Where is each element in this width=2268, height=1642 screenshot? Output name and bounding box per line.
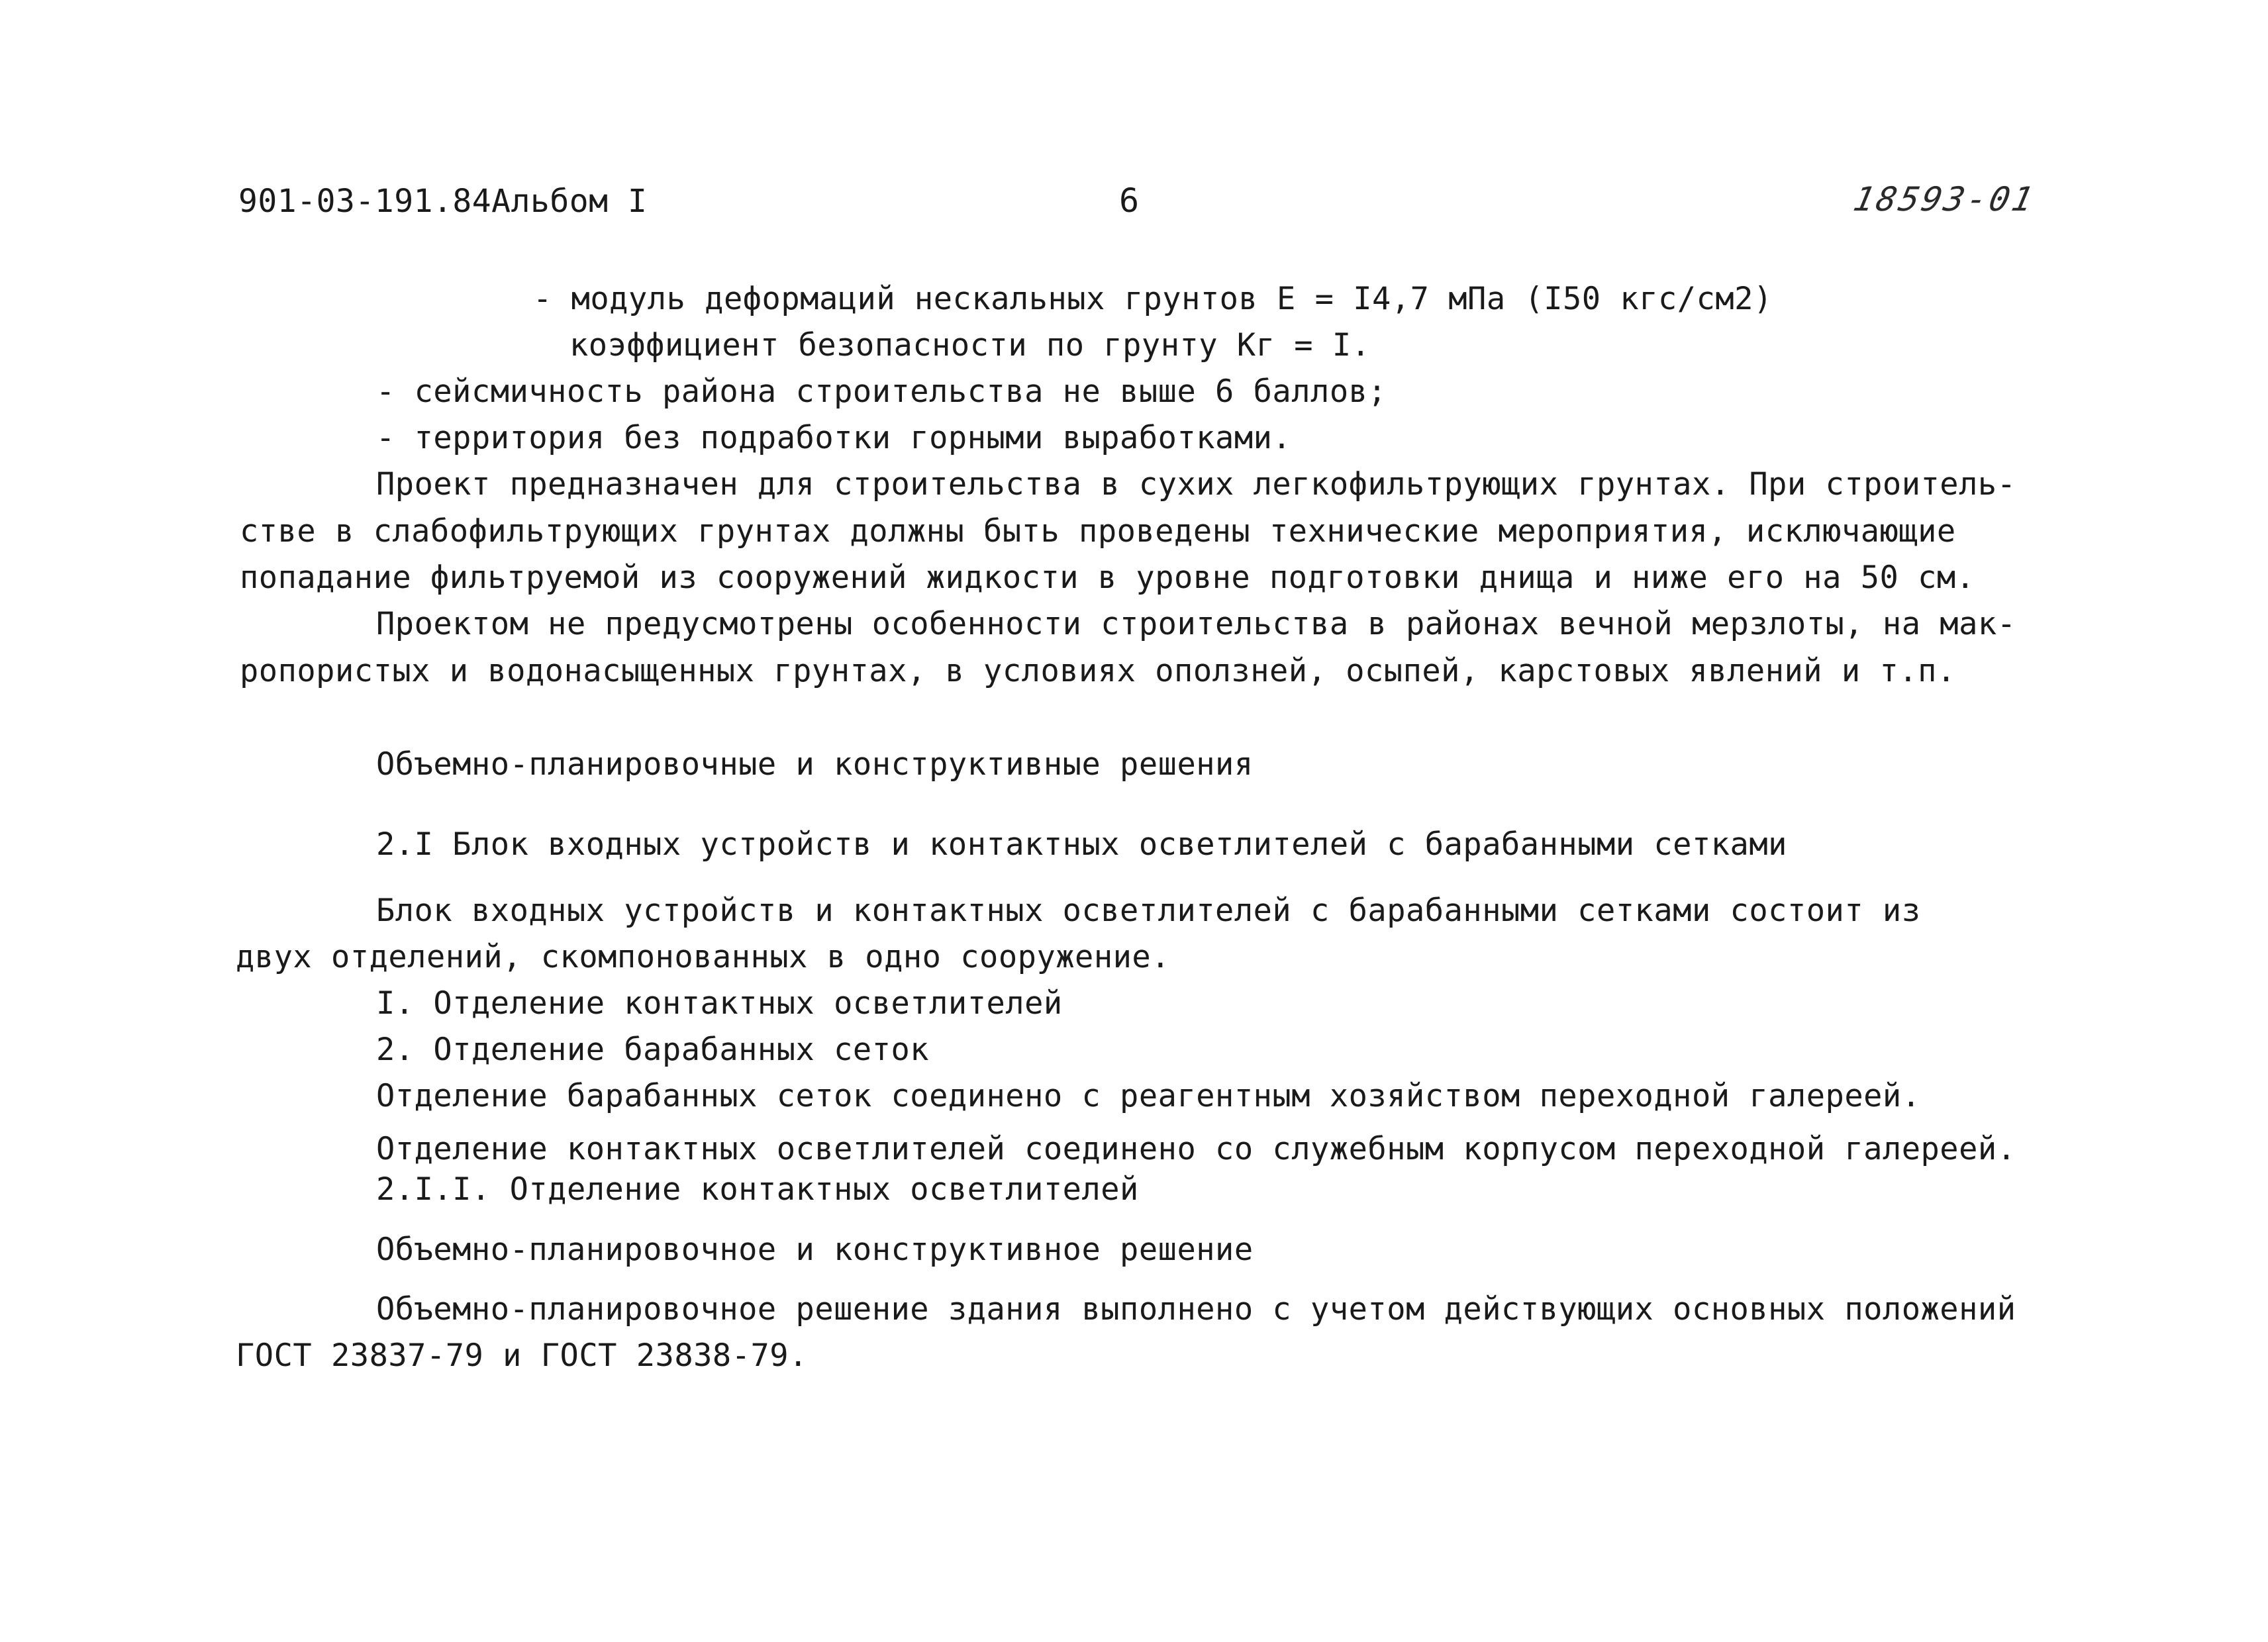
section-heading: Объемно-планировочное и конструктивное решение (376, 1232, 1254, 1268)
paragraph-line: Блок входных устройств и контактных осветлителей с барабанными сетками состоит из (376, 893, 1921, 929)
paragraph-line: попадание фильтруемой из сооружений жидкости в уровне подготовки днища и ниже его на 50 см. (240, 559, 1975, 596)
text-line-safety-factor: коэффициент безопасности по грунту Кг = I. (569, 327, 1371, 363)
section-heading: Объемно-планировочные и конструктивные решения (376, 746, 1254, 783)
paragraph-line: стве в слабофильтрующих грунтах должны быть проведены технические мероприятия, исключающие (240, 513, 1956, 550)
paragraph-line: Проект предназначен для строительства в сухих легкофильтрующих грунтах. При строитель- (376, 466, 2016, 503)
page-number: 6 (1119, 181, 1140, 220)
text-line-seismicity: - сейсмичность района строительства не выше 6 баллов; (376, 373, 1387, 410)
paragraph-line: двух отделений, скомпонованных в одно сооружение. (236, 939, 1171, 975)
list-item: I. Отделение контактных осветлителей (376, 985, 1063, 1022)
document-code: 901-03-191.84Альбом I (238, 183, 648, 220)
list-item: 2. Отделение барабанных сеток (376, 1032, 930, 1068)
inventory-number-handwritten: 18593-01 (1849, 180, 2039, 218)
subsection-heading-2-1-1: 2.I.I. Отделение контактных осветлителей (376, 1171, 1139, 1208)
subsection-heading-2-1: 2.I Блок входных устройств и контактных осветлителей с барабанными сетками (376, 826, 1787, 863)
paragraph-line: Отделение барабанных сеток соединено с реагентным хозяйством переходной галереей. (376, 1078, 1921, 1114)
paragraph-line: ГОСТ 23837-79 и ГОСТ 23838-79. (236, 1337, 808, 1374)
paragraph-line: Проектом не предусмотрены особенности строительства в районах вечной мерзлоты, на мак- (376, 606, 2016, 642)
text-line-territory: - территория без подработки горными выработками. (376, 420, 1292, 456)
text-line-soil-modulus: - модуль деформаций нескальных грунтов E = I4,7 мПа (I50 кгс/см2) (533, 281, 1773, 317)
paragraph-line: Отделение контактных осветлителей соединено со служебным корпусом переходной галереей. (376, 1131, 2016, 1167)
paragraph-line: Объемно-планировочное решение здания выполнено с учетом действующих основных положений (376, 1291, 2016, 1328)
paragraph-line: ропористых и водонасыщенных грунтах, в условиях оползней, осыпей, карстовых явлений и т.п. (240, 653, 1956, 689)
